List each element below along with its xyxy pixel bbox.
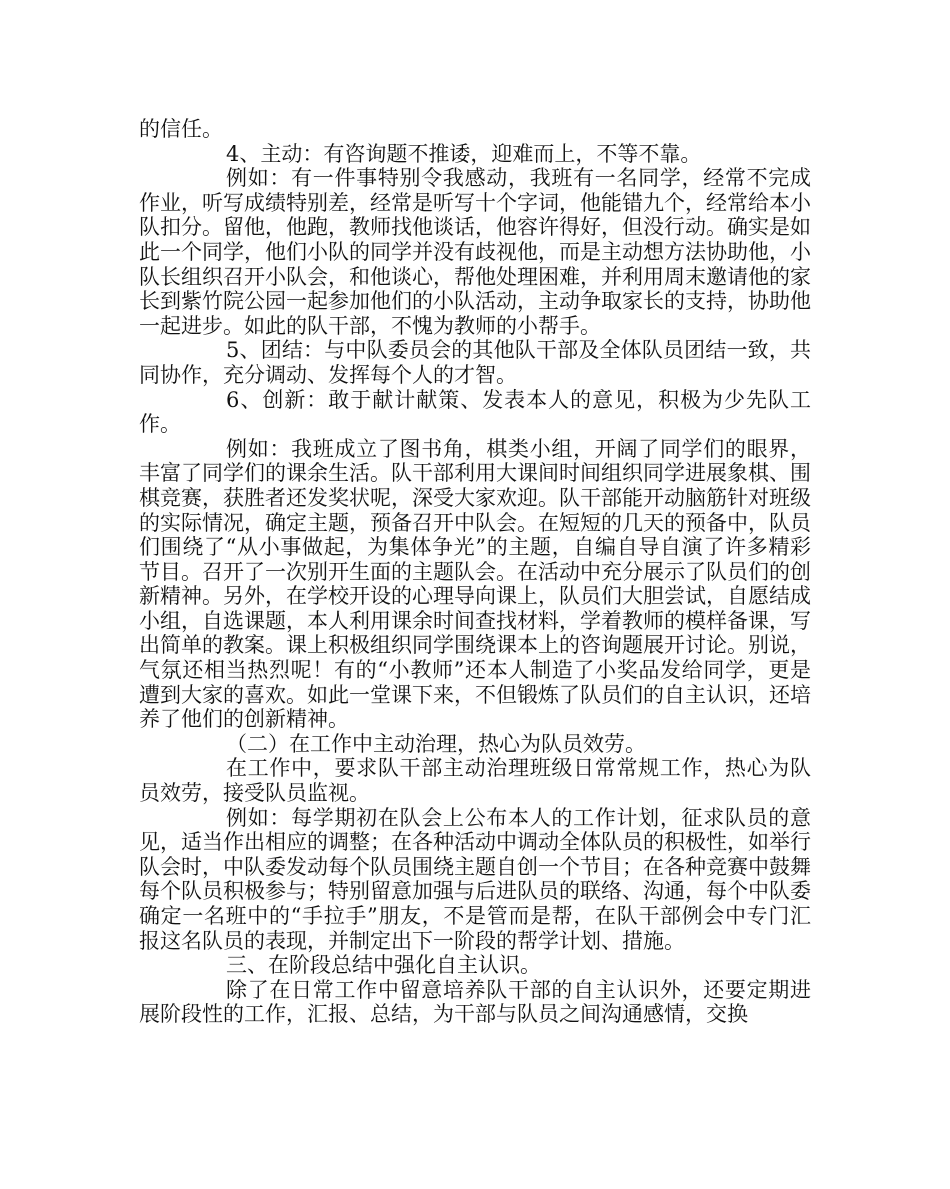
- paragraph-continuation: 的信任。: [139, 117, 223, 141]
- paragraph-point-4-initiative: 4、主动：有咨询题不推诿，迎难而上，不等不靠。: [226, 141, 702, 166]
- paragraph-example-library-corner: 例如：我班成立了图书角，棋类小组，开阔了同学们的眼界，丰富了同学们的课余生活。队干部利用大课间时间组织同学进展象棋、围棋竞赛，获胜者还发奖状呢，深受大家欢迎。队干部能开动脑筋针对班级的实际情况，确定主题，预备召开中队会。在短短的几天的预备中，队员们围绕了“从小事做起，为集体争光”的主题，自编自导自演了许多精彩节目。召开了一次别开生面的主题队会。在活动中充分展示了队员们的创新精神。另外，在学校开设的心理导向课上，队员们大胆尝试，自愿结成小组，自选课题，本人利用课余时间查找材料，学着教师的模样备课，写出简单的教案。课上积极组织同学围绕课本上的咨询题展开讨论。别说，气氛还相当热烈呢！有的“小教师”还本人制造了小奖品发给同学，更是遭到大家的喜欢。如此一堂课下来，不但锻炼了队员们的自主认识，还培养了他们的创新精神。: [139, 436, 811, 732]
- paragraph-example-work-plan: 例如：每学期初在队会上公布本人的工作计划，征求队员的意见，适当作出相应的调整；在各种活动中调动全体队员的积极性，如举行队会时，中队委发动每个队员围绕主题自创一个节目；在各种竞赛中鼓舞每个队员积极参与；特别留意加强与后进队员的联络、沟通，每个中队委确定一名班中的“手拉手”朋友，不是管而是帮，在队干部例会中专门汇报这名队员的表现，并制定出下一阶段的帮学计划、措施。: [139, 805, 811, 953]
- paragraph-example-helping-classmate: 例如：有一件事特别令我感动，我班有一名同学，经常不完成作业，听写成绩特别差，经常是听写十个字词，他能错九个，经常给本小队扣分。留他，他跑，教师找他谈话，他容许得好，但没行动。确实是如此一个同学，他们小队的同学并没有歧视他，而是主动想方法协助他，小队长组织召开小队会，和他谈心，帮他处理困难，并利用周末邀请他的家长到紫竹院公园一起参加他们的小队活动，主动争取家长的支持，协助他一起进步。如此的队干部，不愧为教师的小帮手。: [139, 166, 811, 338]
- paragraph-periodic-review: 除了在日常工作中留意培养队干部的自主认识外，还要定期进展阶段性的工作，汇报、总结，为干部与队员之间沟通感情，交换: [139, 977, 811, 1027]
- paragraph-point-6-innovation: 6、创新：敢于献计献策、发表本人的意见，积极为少先队工作。: [139, 387, 811, 437]
- document-body: [139, 117, 811, 1027]
- section-heading-active-management: （二）在工作中主动治理，热心为队员效劳。: [226, 731, 646, 756]
- paragraph-point-5-unity: 5、团结：与中队委员会的其他队干部及全体队员团结一致，共同协作，充分调动、发挥每个人的才智。: [139, 338, 811, 387]
- section-heading-stage-summary: 三、在阶段总结中强化自主认识。: [226, 953, 541, 978]
- paragraph-daily-work: 在工作中，要求队干部主动治理班级日常常规工作，热心为队员效劳，接受队员监视。: [139, 756, 811, 806]
